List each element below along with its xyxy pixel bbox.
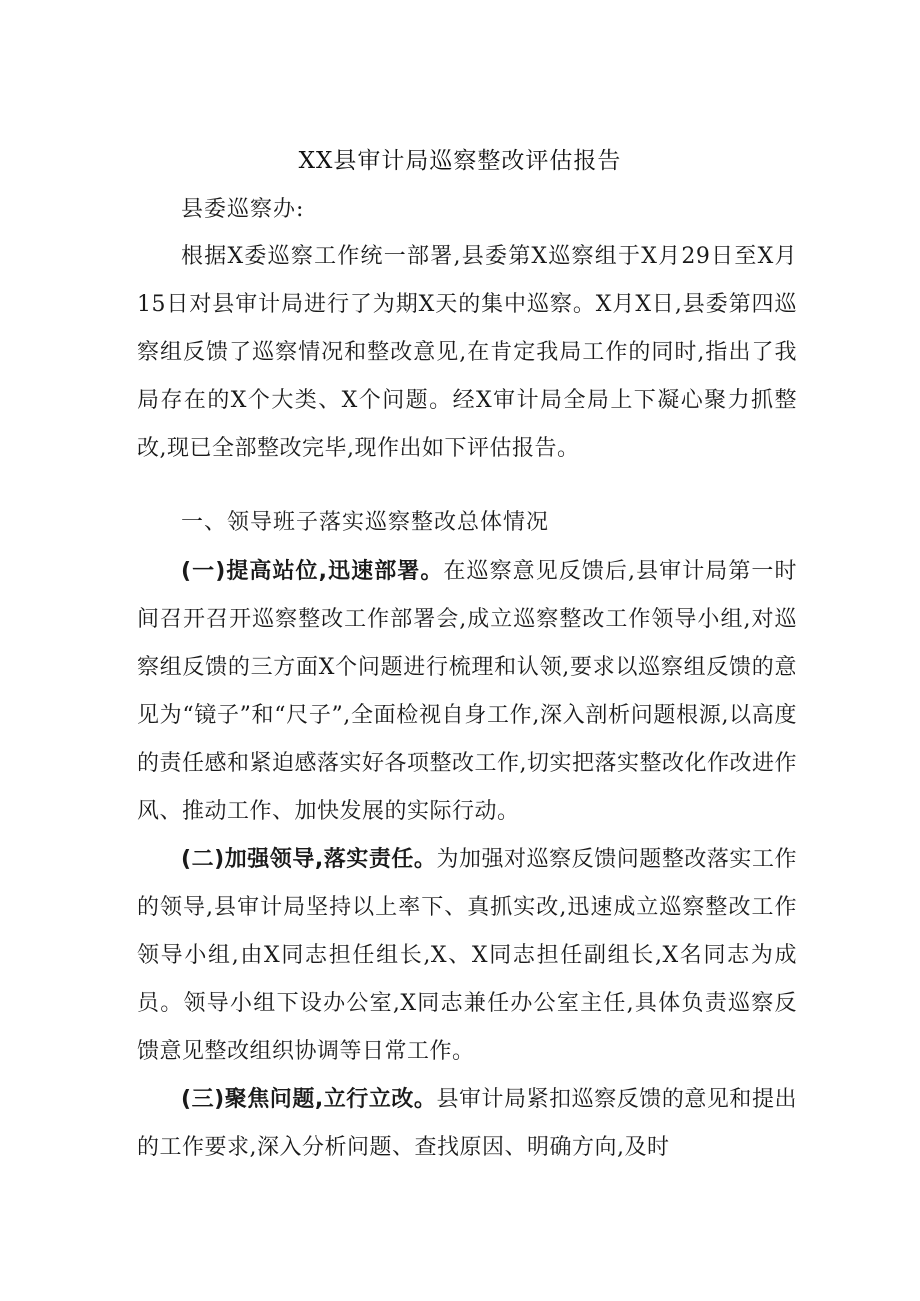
item-2-lead: (二)加强领导,落实责任。: [181, 847, 437, 872]
item-3-lead: (三)聚焦问题,立行立改。: [181, 1087, 437, 1112]
intro-paragraph: 根据X委巡察工作统一部署,县委第X巡察组于X月29日至X月15日对县审计局进行了为期X天的集中巡察。X月X日,县委第四巡察组反馈了巡察情况和整改意见,在肯定我局工作的同时,指出了我局存在的X个大类、X个问题。经X审计局全局上下凝心聚力抓整改,现已全部整改完毕,现作出如下评估报告。: [137, 244, 797, 461]
item-3-block: [137, 1076, 797, 1172]
item-2-text: 为加强对巡察反馈问题整改落实工作的领导,县审计局坚持以上率下、真抓实改,迅速成立巡察整改工作领导小组,由X同志担任组长,X、X同志担任副组长,X名同志为成员。领导小组下设办公室,X同志兼任办公室主任,具体负责巡察反馈意见整改组织协调等日常工作。: [137, 847, 797, 1064]
section-heading-1: 一、领导班子落实巡察整改总体情况: [181, 510, 550, 535]
item-1-paragraph: [137, 548, 797, 836]
intro-block: [137, 233, 797, 473]
item-2-block: [137, 836, 797, 1076]
item-1-block: [137, 548, 797, 836]
item-2-paragraph: [137, 836, 797, 1076]
item-3-text: 县审计局紧扣巡察反馈的意见和提出的工作要求,深入分析问题、查找原因、明确方向,及时: [137, 1087, 797, 1160]
item-1-text: 在巡察意见反馈后,县审计局第一时间召开召开巡察整改工作部署会,成立巡察整改工作领导小组,对巡察组反馈的三方面X个问题进行梳理和认领,要求以巡察组反馈的意见为“镜子”和“尺子”,全面检视自身工作,深入剖析问题根源,以高度的责任感和紧迫感落实好各项整改工作,切实把落实整改化作改进作风、推动工作、加快发展的实际行动。: [137, 559, 798, 824]
document-title: XX县审计局巡察整改评估报告: [298, 148, 622, 174]
item-1-lead: (一)提高站位,迅速部署。: [181, 559, 444, 584]
item-3-paragraph: [137, 1076, 797, 1172]
salutation: 县委巡察办:: [181, 197, 305, 222]
